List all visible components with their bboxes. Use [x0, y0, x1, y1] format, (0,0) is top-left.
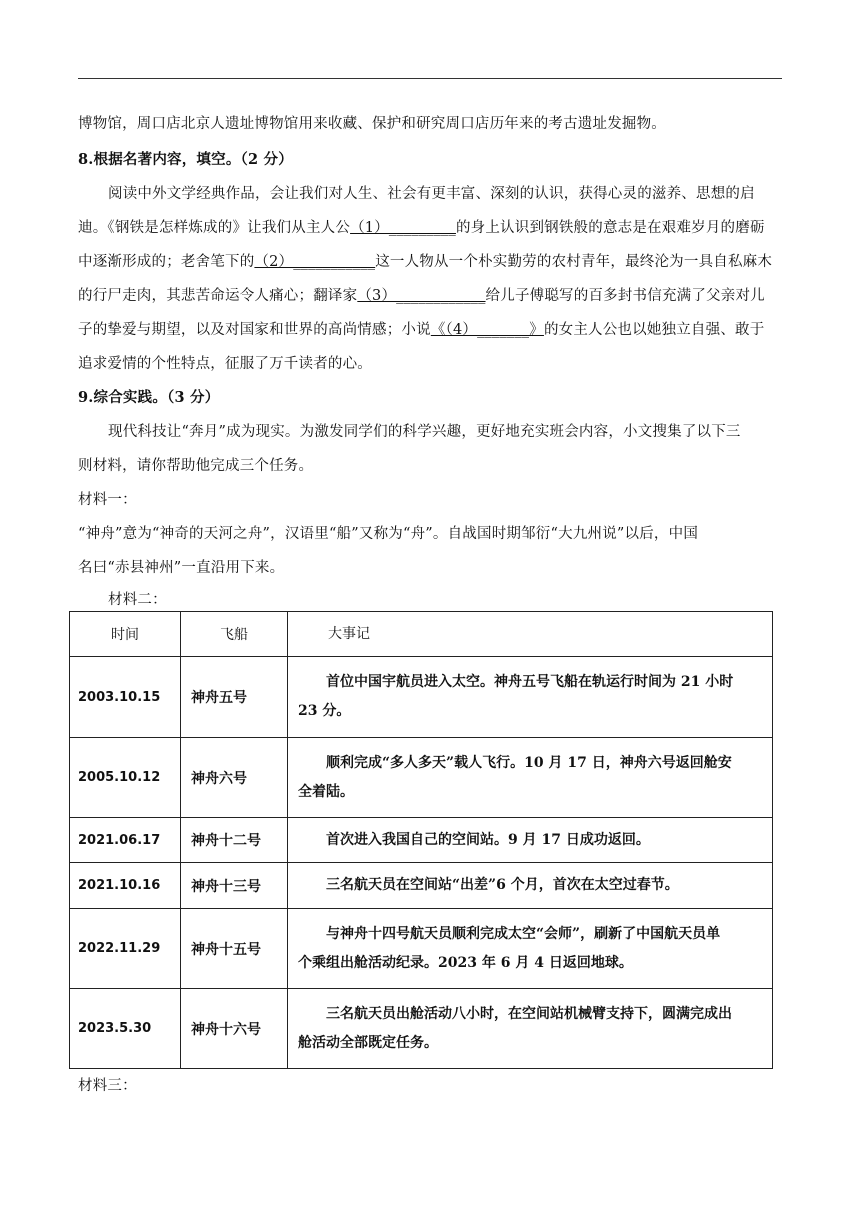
table-row	[70, 909, 773, 989]
header-rule	[78, 78, 782, 79]
question-8-heading: 8.根据名著内容，填空。（2 分）	[78, 151, 293, 168]
table-header-row	[70, 612, 773, 657]
q8-line-2	[78, 216, 765, 237]
row-event-line: 全着陆。	[298, 783, 354, 800]
q9-line-1: 现代科技让“奔月”成为现实。为激发同学们的科学兴趣，更好地充实班会内容，小文搜集了以下三	[108, 424, 741, 440]
header-events: 大事记	[288, 612, 773, 657]
row-event-line: 首次进入我国自己的空间站。9 月 17 日成功返回。	[326, 831, 650, 848]
material-3-label: 材料三：	[78, 1078, 137, 1094]
row-spacecraft: 神舟十三号	[181, 863, 288, 909]
q8-line-1: 阅读中外文学经典作品，会让我们对人生、社会有更丰富、深刻的认识，获得心灵的滋养、思想的启	[108, 186, 755, 202]
row-spacecraft: 神舟六号	[181, 738, 288, 818]
row-event-line: 23 分。	[298, 703, 351, 719]
material-2-label: 材料二：	[108, 592, 167, 608]
row-event-line: 首位中国宇航员进入太空。神舟五号飞船在轨运行时间为 21 小时	[326, 674, 734, 690]
q8-line-5	[78, 318, 764, 339]
paragraph-continuation: 博物馆，周口店北京人遗址博物馆用来收藏、保护和研究周口店历年来的考古遗址发掘物。	[78, 116, 666, 132]
row-event-line: 三名航天员出舱活动八小时，在空间站机械臂支持下，圆满完成出	[326, 1005, 732, 1022]
row-spacecraft: 神舟五号	[181, 657, 288, 738]
question-9-heading: 9.综合实践。（3 分）	[78, 389, 220, 406]
q8-line-4	[78, 284, 765, 305]
row-event	[288, 818, 773, 863]
row-date: 2005.10.12	[70, 738, 181, 818]
table-row	[70, 989, 773, 1069]
table-row	[70, 738, 773, 818]
blank-2[interactable]: （2）___________	[254, 254, 376, 270]
q8-line-6: 追求爱情的个性特点，征服了万千读者的心。	[78, 356, 372, 372]
q8-line-2-text-b: 的身上认识到钢铁般的意志是在艰难岁月的磨砺	[455, 220, 765, 236]
header-time: 时间	[70, 612, 181, 657]
material-1-line-2: 名曰“赤县神州”一直沿用下来。	[78, 560, 285, 576]
blank-4[interactable]: 《（4）_______》	[430, 322, 544, 338]
material-1-label: 材料一：	[78, 492, 137, 508]
q9-line-2: 则材料，请你帮助他完成三个任务。	[78, 458, 314, 474]
row-date: 2022.11.29	[70, 909, 181, 989]
row-spacecraft: 神舟十五号	[181, 909, 288, 989]
q8-line-4-text-a: 的行尸走肉，其悲苦命运令人痛心；翻译家	[78, 288, 358, 304]
q8-line-3-text-b: 这一人物从一个朴实勤劳的农村青年，最终沦为一具自私麻木	[375, 254, 773, 270]
row-date: 2021.10.16	[70, 863, 181, 909]
row-event-line: 三名航天员在空间站“出差”6 个月，首次在太空过春节。	[326, 877, 679, 893]
material-1-line-1: “神舟”意为“神奇的天河之舟”，汉语里“船”又称为“舟”。自战国时期邹衍“大九州说”以后，中国	[78, 526, 699, 542]
row-spacecraft: 神舟十六号	[181, 989, 288, 1069]
q8-line-5-text-b: 的女主人公也以她独立自强、敢于	[543, 322, 765, 338]
row-event	[288, 989, 773, 1069]
q8-line-4-text-b: 给儿子傅聪写的百多封书信充满了父亲对儿	[485, 288, 765, 304]
row-event	[288, 657, 773, 738]
row-event	[288, 863, 773, 909]
row-event	[288, 738, 773, 818]
row-date: 2003.10.15	[70, 657, 181, 738]
q8-line-3-text-a: 中逐渐形成的；老舍笔下的	[78, 254, 255, 270]
blank-1[interactable]: （1）_________	[350, 220, 456, 236]
row-event-line: 顺利完成“多人多天”载人飞行。10 月 17 日，神舟六号返回舱安	[326, 754, 732, 771]
q8-line-2-text-a: 迪。《钢铁是怎样炼成的》让我们从主人公	[78, 220, 351, 236]
q8-line-3	[78, 250, 772, 271]
table-row	[70, 863, 773, 909]
row-date: 2023.5.30	[70, 989, 181, 1069]
row-event-line: 舱活动全部既定任务。	[298, 1034, 438, 1051]
table-row	[70, 818, 773, 863]
row-spacecraft: 神舟十二号	[181, 818, 288, 863]
shenzhou-events-table	[69, 611, 773, 1069]
blank-3[interactable]: （3）____________	[357, 288, 486, 304]
table-row	[70, 657, 773, 738]
row-event-line: 个乘组出舱活动纪录。2023 年 6 月 4 日返回地球。	[298, 954, 633, 971]
q8-line-5-text-a: 子的挚爱与期望，以及对国家和世界的高尚情感；小说	[78, 322, 431, 338]
header-spacecraft: 飞船	[181, 612, 288, 657]
row-event-line: 与神舟十四号航天员顺利完成太空“会师”，刷新了中国航天员单	[326, 925, 721, 942]
row-date: 2021.06.17	[70, 818, 181, 863]
row-event	[288, 909, 773, 989]
